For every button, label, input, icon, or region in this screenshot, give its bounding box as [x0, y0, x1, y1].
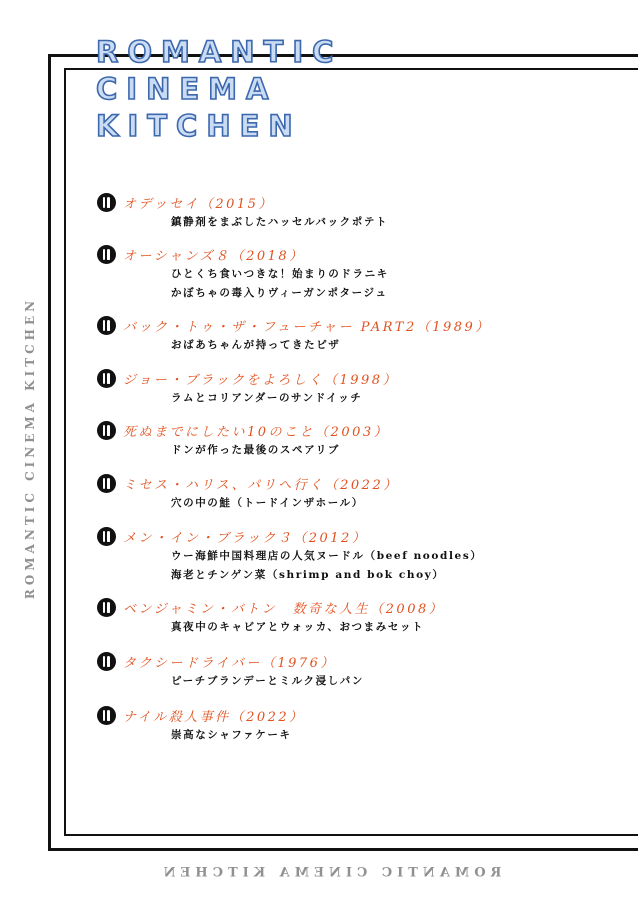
menu-entry: [97, 650, 617, 691]
fork-knife-icon: [97, 474, 116, 493]
menu-entry: [97, 314, 617, 355]
dish-list: [171, 441, 617, 460]
fork-knife-icon: [97, 193, 116, 212]
movie-title: オーシャンズ８（2018）: [123, 248, 305, 264]
movie-title: オデッセイ（2015）: [123, 196, 274, 212]
dish-list: [171, 618, 617, 637]
bottom-mirrored-caption: ROMANTIC CINEMA KITCHEN: [158, 865, 502, 881]
movie-title: ベンジャミン・バトン 数奇な人生（2008）: [123, 601, 445, 617]
dish-item: 穴の中の鮭（トードインザホール）: [171, 497, 364, 509]
fork-knife-icon: [97, 245, 116, 264]
movie-row: [97, 419, 617, 441]
menu-entry: [97, 191, 617, 232]
menu-entry: [97, 243, 617, 303]
dish-item: 鎮静剤をまぶしたハッセルバックポテト: [171, 216, 389, 228]
movie-row: [97, 314, 617, 336]
fork-knife-icon: [97, 706, 116, 725]
dish-item: ひとくち食いつきな！始まりのドラニキ: [171, 268, 389, 280]
menu-entry: [97, 419, 617, 460]
dish-item: ラムとコリアンダーのサンドイッチ: [171, 392, 363, 404]
movie-row: [97, 525, 617, 547]
title-line: ROMANTIC: [96, 35, 343, 69]
dish-item: ピーチブランデーとミルク浸しパン: [171, 675, 364, 687]
movie-row: [97, 472, 617, 494]
movie-title: メン・イン・ブラック３（2012）: [123, 530, 368, 546]
dish-list: [171, 213, 617, 232]
movie-row: [97, 650, 617, 672]
fork-knife-icon: [97, 369, 116, 388]
dish-item: ウー海鮮中国料理店の人気ヌードル（beef noodles）: [171, 550, 483, 562]
page-title: [96, 34, 342, 145]
dish-list: [171, 265, 617, 303]
menu-entry: [97, 472, 617, 513]
title-line: KITCHEN: [96, 109, 302, 143]
dish-list: [171, 672, 617, 691]
movie-row: [97, 243, 617, 265]
dish-list: [171, 389, 617, 408]
fork-knife-icon: [97, 527, 116, 546]
menu-entry: [97, 704, 617, 745]
menu-entry: [97, 596, 617, 637]
dish-list: [171, 547, 617, 585]
dish-item: かぼちゃの毒入りヴィーガンポタージュ: [171, 287, 388, 299]
movie-title: 死ぬまでにしたい10のこと（2003）: [123, 424, 390, 440]
movie-title: ミセス・ハリス、パリへ行く（2022）: [123, 477, 399, 493]
movie-row: [97, 704, 617, 726]
dish-list: [171, 726, 617, 745]
menu-entry: [97, 525, 617, 585]
fork-knife-icon: [97, 316, 116, 335]
movie-title: タクシードライバー（1976）: [123, 655, 336, 671]
movie-title: ナイル殺人事件（2022）: [123, 709, 305, 725]
fork-knife-icon: [97, 652, 116, 671]
dish-item: ドンが作った最後のスペアリブ: [171, 444, 340, 456]
movie-title: ジョー・ブラックをよろしく（1998）: [123, 372, 399, 388]
dish-item: 崇高なシャファケーキ: [171, 729, 292, 741]
side-caption: ROMANTIC CINEMA KITCHEN: [23, 296, 37, 600]
movie-row: [97, 191, 617, 213]
dish-item: おばあちゃんが持ってきたピザ: [171, 339, 341, 351]
movie-row: [97, 367, 617, 389]
dish-list: [171, 494, 617, 513]
title-line: CINEMA: [96, 72, 278, 106]
movie-row: [97, 596, 617, 618]
dish-item: 海老とチンゲン菜（shrimp and bok choy）: [171, 569, 445, 581]
movie-title: バック・トゥ・ザ・フューチャー PART2（1989）: [123, 319, 491, 335]
fork-knife-icon: [97, 598, 116, 617]
menu-list: [97, 191, 617, 745]
dish-list: [171, 336, 617, 355]
dish-item: 真夜中のキャビアとウォッカ、おつまみセット: [171, 621, 425, 633]
fork-knife-icon: [97, 421, 116, 440]
menu-entry: [97, 367, 617, 408]
